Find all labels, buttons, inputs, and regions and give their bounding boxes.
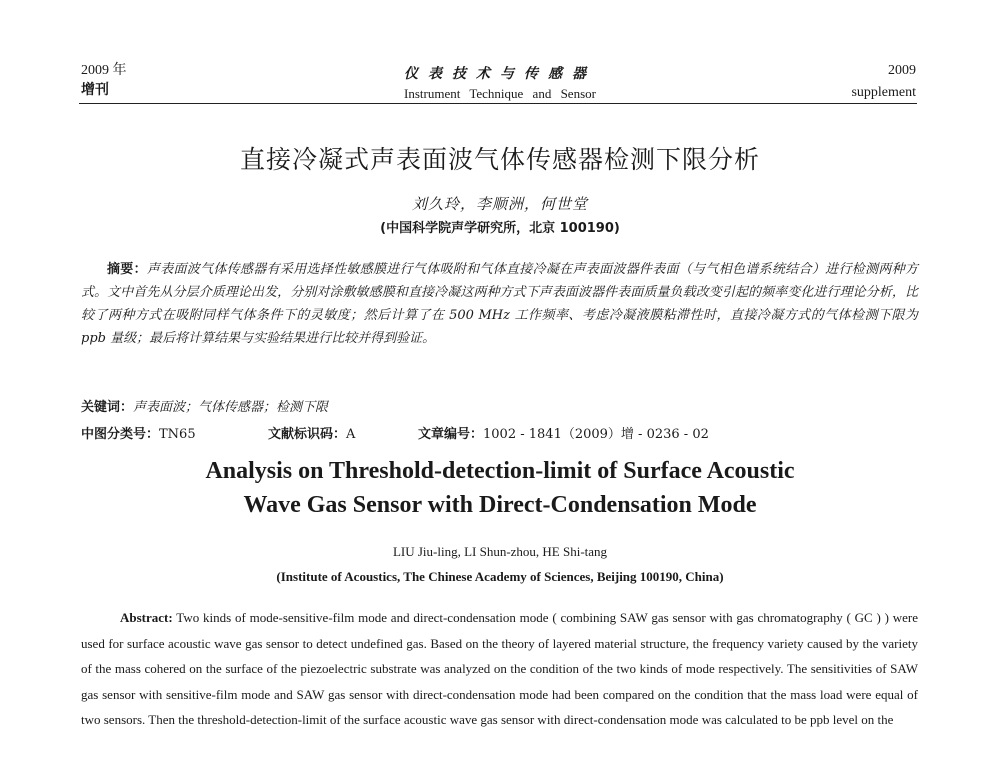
paper-title-en-line1: Analysis on Threshold-detection-limit of Surface Acoustic xyxy=(205,458,795,484)
article-number xyxy=(418,423,709,442)
abstract-en xyxy=(81,605,918,733)
keywords xyxy=(81,396,328,415)
abstract-en-text: Two kinds of mode-sensitive-film mode and direct-condensation mode ( combining SAW gas sensor with gas chromatography ( GC ) ) were used for surface acoustic wave gas sensor to detect undefined gas. Based on the theory of layered material structure, the frequency variety caused by the variety of the mass cohered on the surface of the piezoelectric substrate was analyzed on the condition of the two kinds of mode respectively. The sensitivities of SAW gas sensor with sensitive-film mode and SAW gas sensor with direct-condensation mode had been compared on the condition that the mass load were equal of two sensors. Then the threshold-detection-limit of the surface acoustic wave gas sensor with direct-condensation mode was calculated to be ppb level on the xyxy=(81,610,919,727)
article-number-label: 文章编号： xyxy=(418,427,484,442)
clc-value: TN65 xyxy=(159,427,196,442)
affiliation-en: (Institute of Acoustics, The Chinese Academy of Sciences, Beijing 100190, China) xyxy=(276,569,724,584)
header-year-left: 2009 年 xyxy=(81,63,127,78)
journal-title-cn: 仪表技术与传感器 xyxy=(404,66,596,82)
paper-title-en-line2: Wave Gas Sensor with Direct-Condensation Mode xyxy=(243,492,757,518)
doc-code-value: A xyxy=(346,427,356,442)
journal-title-en: Instrument Technique and Sensor xyxy=(404,86,596,101)
header-issue-right: supplement xyxy=(851,85,916,100)
paper-title-cn: 直接冷凝式声表面波气体传感器检测下限分析 xyxy=(239,145,760,174)
header-year-right: 2009 xyxy=(888,63,916,78)
authors-cn: 刘久玲，李顺洲，何世堂 xyxy=(411,195,588,213)
header-issue-left: 增刊 xyxy=(81,83,109,98)
article-number-value: 1002 - 1841（2009）增 - 0236 - 02 xyxy=(483,427,709,442)
doc-code-label: 文献标识码： xyxy=(268,427,347,442)
keywords-label: 关键词： xyxy=(81,400,134,415)
abstract-en-label: Abstract: xyxy=(120,610,173,625)
clc-number xyxy=(81,423,196,442)
abstract-cn xyxy=(81,258,918,350)
authors-en: LIU Jiu-ling, LI Shun-zhou, HE Shi-tang xyxy=(392,544,608,559)
document-code xyxy=(268,423,355,442)
header-rule xyxy=(79,103,917,104)
keywords-text: 声表面波；气体传感器；检测下限 xyxy=(133,400,329,415)
abstract-cn-label: 摘要： xyxy=(107,262,147,277)
clc-label: 中图分类号： xyxy=(81,427,160,442)
abstract-cn-text: 声表面波气体传感器有采用选择性敏感膜进行气体吸附和气体直接冷凝在声表面波器件表面（与气相色谱系统结合）进行检测两种方式。文中首先从分层介质理论出发，分别对涂敷敏感膜和直接冷凝这两种方式下声表面波器件表面质量负载改变引起的频率变化进行理论分析，比较了两种方式在吸附同样气体条件下的灵敏度；然后计算了在 500 MHz 工作频率、考虑冷凝液膜粘滞性时，直接冷凝方式的气体检测下限为 ppb 量级；最后将计算结果与实验结果进行比较并得到验证。 xyxy=(81,262,918,346)
affiliation-cn: (中国科学院声学研究所，北京 100190) xyxy=(380,221,620,236)
